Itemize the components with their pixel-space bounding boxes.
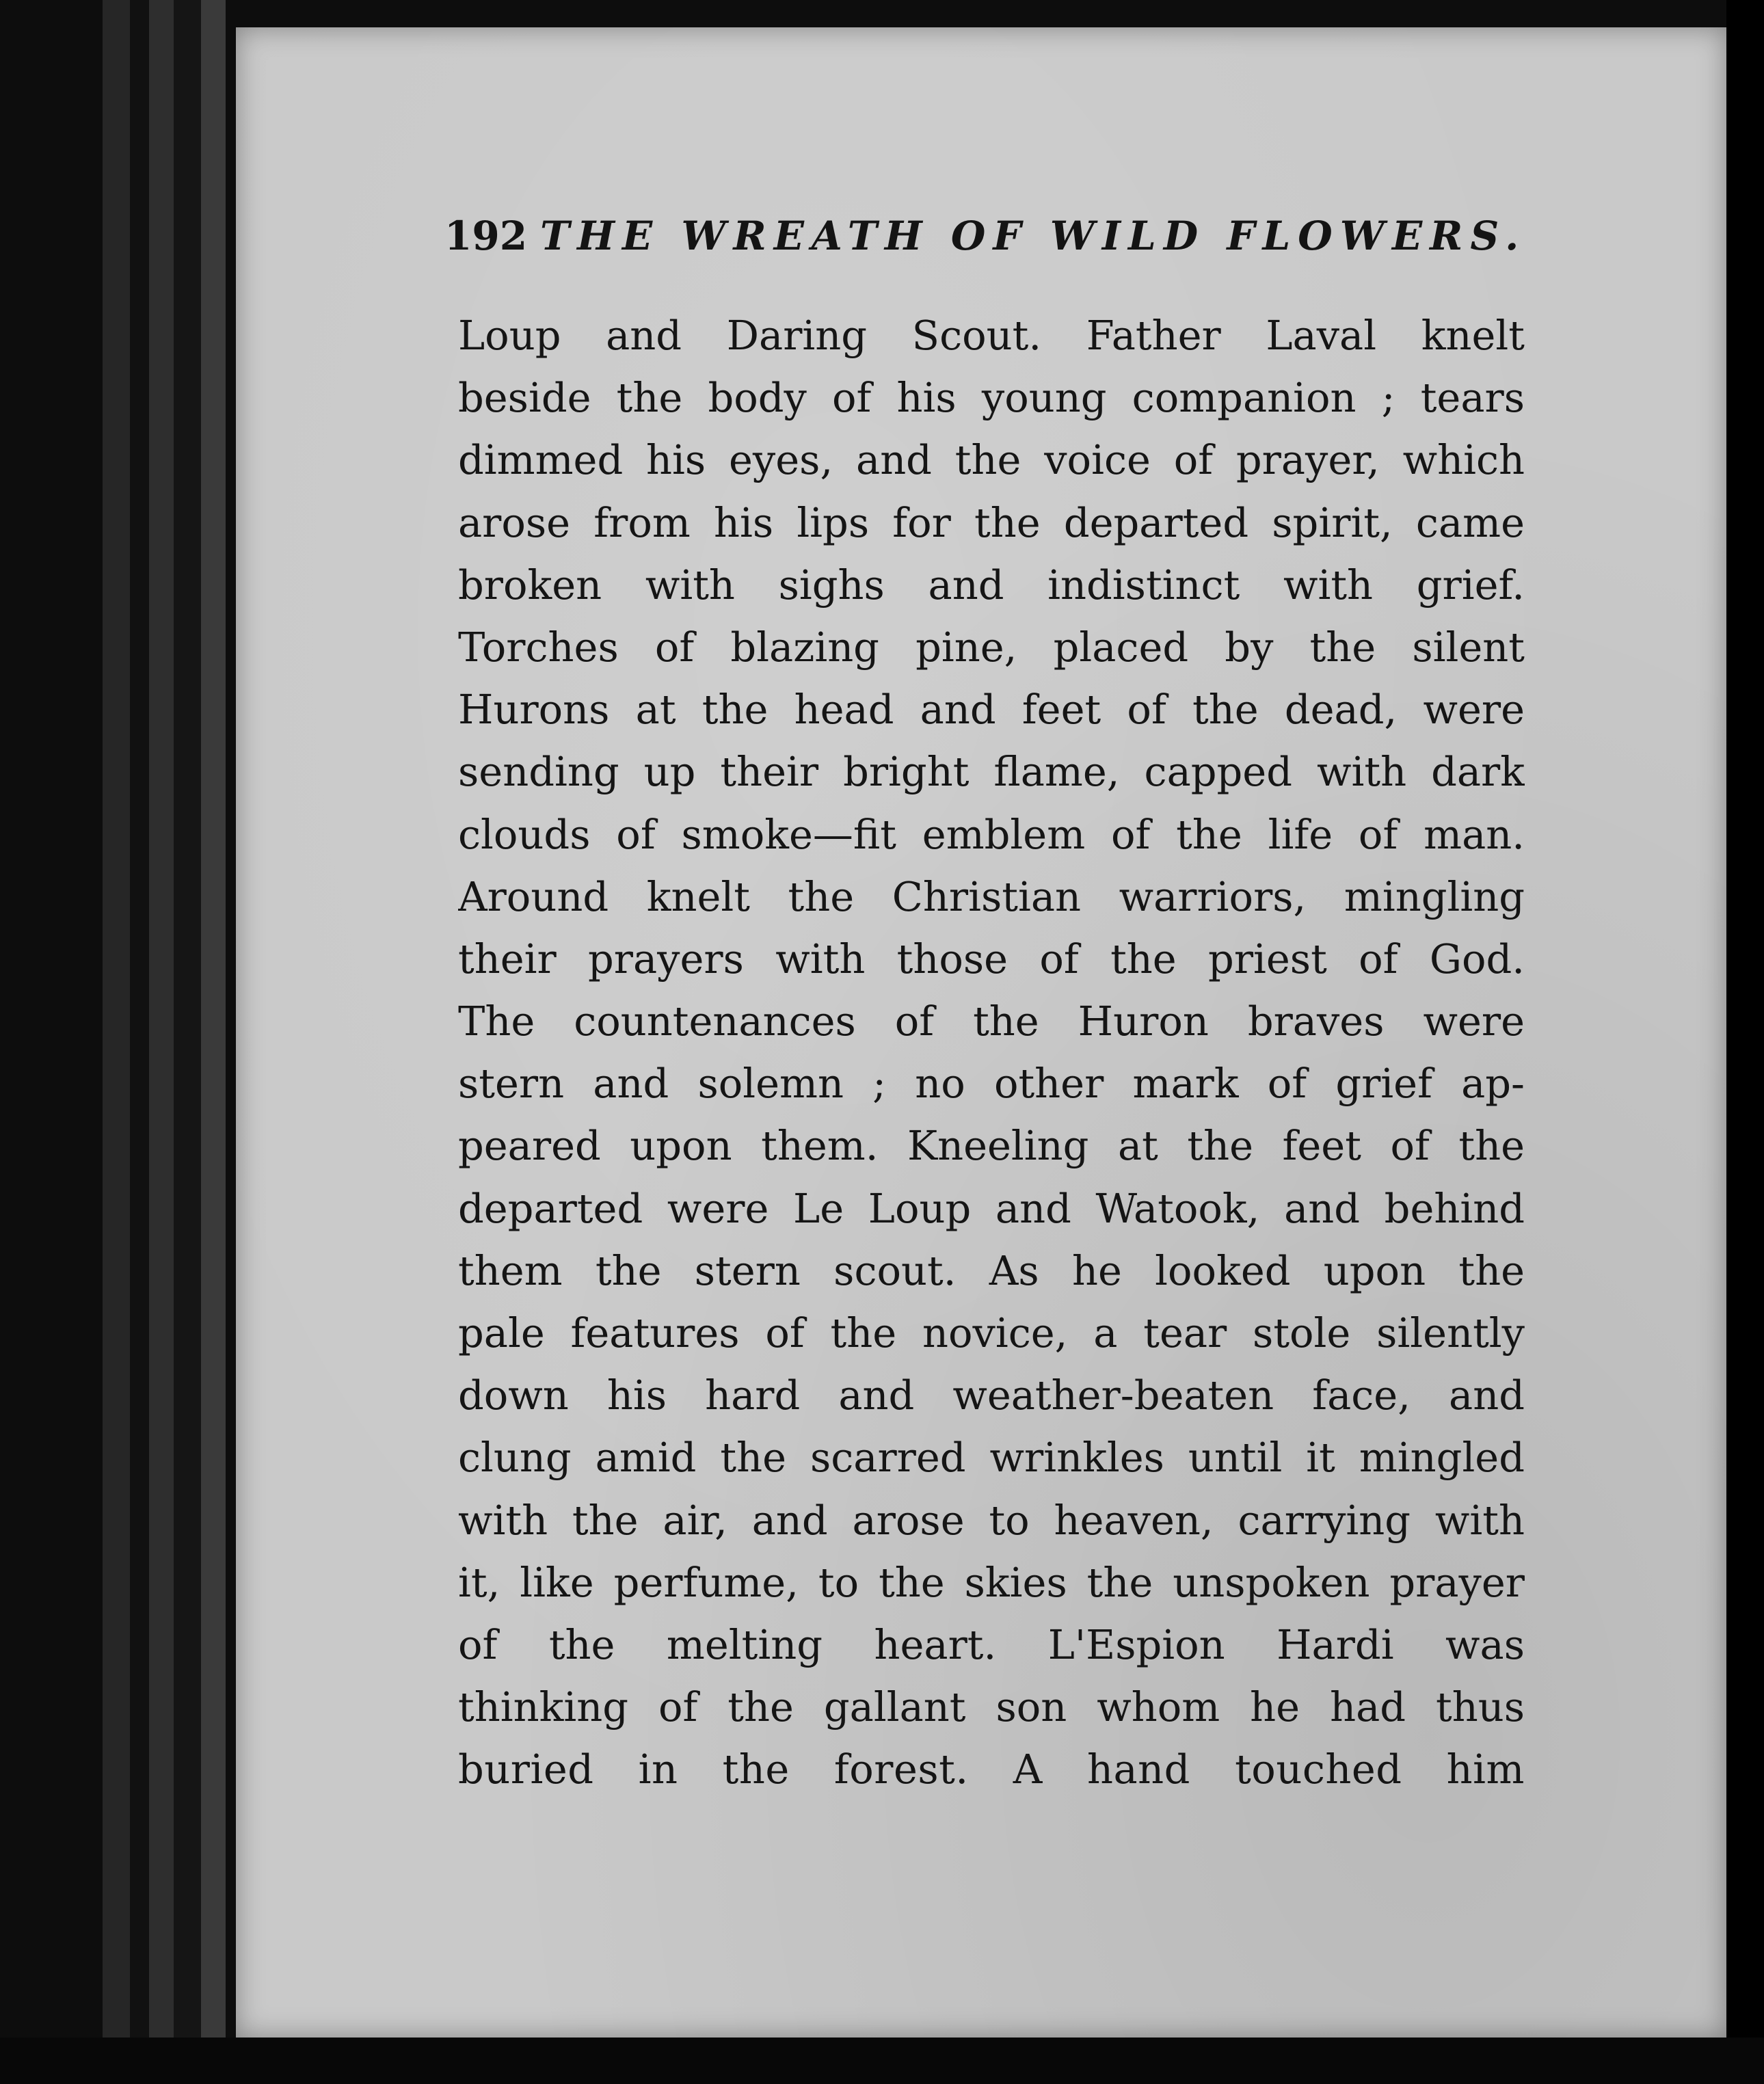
text-line: beside the body of his young companion ; tears [458, 374, 1525, 422]
page-number: 192 [444, 213, 528, 259]
text-line: stern and solemn ; no other mark of grief ap- [458, 1060, 1525, 1108]
text-line: broken with sighs and indistinct with grief. [458, 561, 1525, 609]
page-edge [174, 0, 201, 2084]
text-line: their prayers with those of the priest of God. [458, 935, 1525, 983]
text-line: buried in the forest. A hand touched him [458, 1746, 1525, 1793]
running-head [444, 205, 1538, 267]
text-line: arose from his lips for the departed spirit, came [458, 498, 1525, 546]
body-text [458, 304, 1525, 1801]
text-line: departed were Le Loup and Watook, and behind [458, 1184, 1525, 1232]
text-line: of the melting heart. L'Espion Hardi was [458, 1620, 1525, 1668]
page-edge [103, 0, 130, 2084]
text-line: dimmed his eyes, and the voice of prayer, which [458, 436, 1525, 484]
page-edge [130, 0, 149, 2084]
text-line: Hurons at the head and feet of the dead, were [458, 686, 1525, 734]
running-title: THE WREATH OF WILD FLOWERS. [540, 213, 1527, 259]
text-line: clung amid the scarred wrinkles until it mingled [458, 1434, 1525, 1482]
text-line: them the stern scout. As he looked upon the [458, 1246, 1525, 1294]
text-line: Around knelt the Christian warriors, mingling [458, 872, 1525, 920]
text-line: it, like perfume, to the skies the unspoken prayer [458, 1558, 1525, 1606]
text-line: clouds of smoke—fit emblem of the life of man. [458, 810, 1525, 858]
scan-right-border [1726, 0, 1764, 2084]
page-edge [201, 0, 226, 2084]
scan-bottom-border [0, 2038, 1764, 2084]
text-line: The countenances of the Huron braves were [458, 998, 1525, 1045]
text-line: Loup and Daring Scout. Father Laval knelt [458, 312, 1525, 359]
text-line: Torches of blazing pine, placed by the silent [458, 623, 1525, 671]
text-line: pale features of the novice, a tear stole silently [458, 1309, 1525, 1357]
page-edge [149, 0, 174, 2084]
text-line: peared upon them. Kneeling at the feet of the [458, 1122, 1525, 1170]
text-line: thinking of the gallant son whom he had thus [458, 1683, 1525, 1731]
text-line: sending up their bright flame, capped with dark [458, 748, 1525, 796]
text-line: with the air, and arose to heaven, carrying with [458, 1496, 1525, 1544]
text-line: down his hard and weather-beaten face, and [458, 1372, 1525, 1419]
